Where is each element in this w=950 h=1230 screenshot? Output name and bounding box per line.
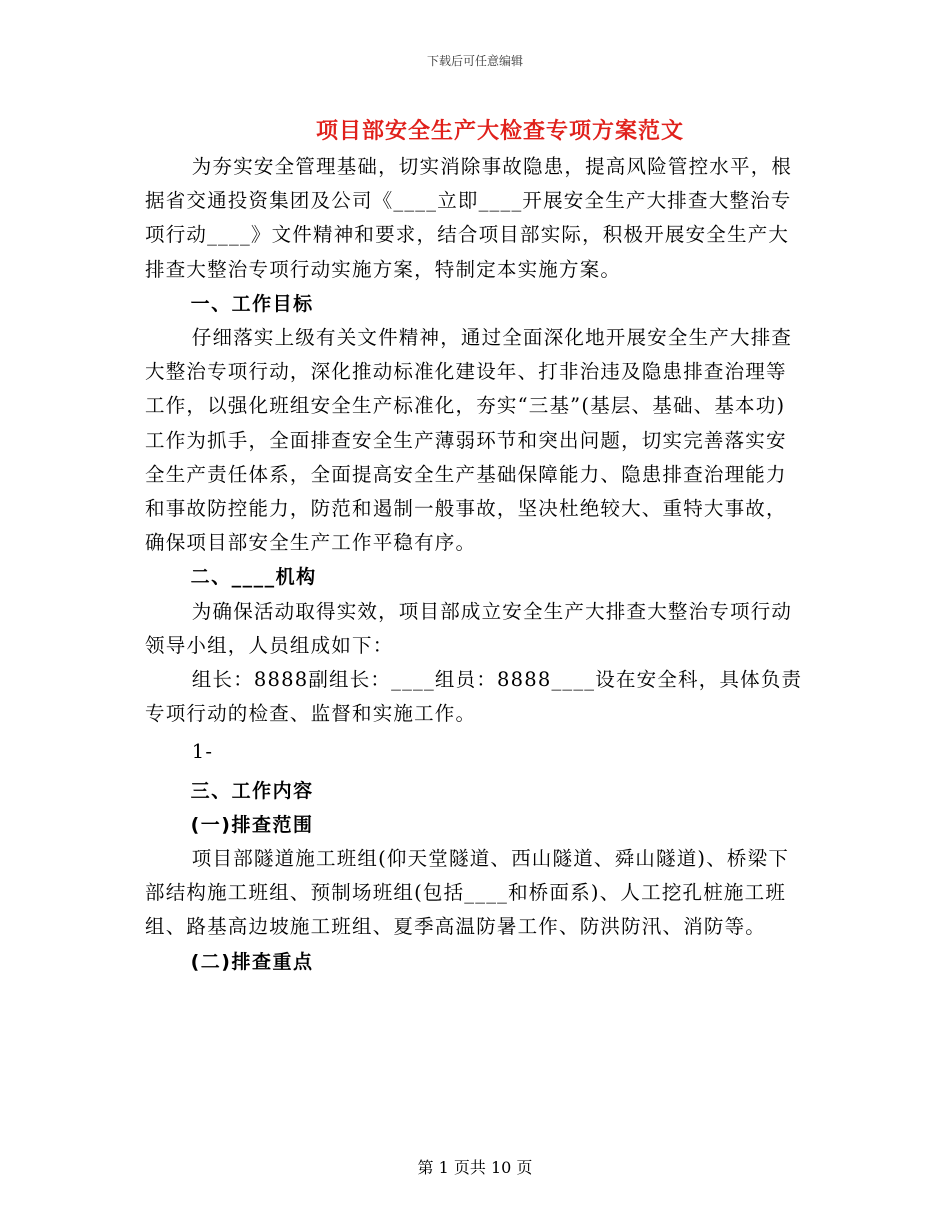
section-heading-content: 三、工作内容	[190, 779, 314, 802]
intro-paragraph: 为夯实安全管理基础，切实消除事故隐患，提高风险管控水平，根据省交通投资集团及公司《____立即____开展安全生产大排查大整治专项行动____》文件精神和要求，结合项目部实际，积极开展安全生产大排查大整治专项行动实施方案，特制定本实施方案。	[145, 155, 793, 281]
header-note: 下载后可任意编辑	[426, 54, 523, 68]
section-heading-goal: 一、工作目标	[190, 292, 314, 315]
section-heading-organization: 二、____机构	[190, 566, 317, 589]
page-marker: 1-	[191, 740, 214, 764]
goal-paragraph: 仔细落实上级有关文件精神，通过全面深化地开展安全生产大排查大整治专项行动，深化推动标准化建设年、打非治违及隐患排查治理等工作，以强化班组安全生产标准化，夯实“三基”(基层、基础、基本功)工作为抓手，全面排查安全生产薄弱环节和突出问题，切实完善落实安全生产责任体系，全面提高安全生产基础保障能力、隐患排查治理能力和事故防控能力，防范和遏制一般事故，坚决杜绝较大、重特大事故，确保项目部安全生产工作平稳有序。	[145, 326, 793, 555]
organization-paragraph: 为确保活动取得实效，项目部成立安全生产大排查大整治专项行动领导小组，人员组成如下：	[145, 599, 793, 657]
subsection-heading-focus: (二)排查重点	[190, 950, 314, 973]
document-body	[145, 150, 805, 979]
subsection-heading-scope: (一)排查范围	[190, 813, 314, 836]
scope-paragraph: 项目部隧道施工班组(仰天堂隧道、西山隧道、舜山隧道)、桥梁下部结构施工班组、预制场班组(包括____和桥面系)、人工挖孔桩施工班组、路基高边坡施工班组、夏季高温防暑工作、防洪防汛、消防等。	[145, 847, 790, 939]
document-title: 项目部安全生产大检查专项方案范文	[315, 118, 684, 144]
members-paragraph: 组长：8888副组长：____组员：8888____设在安全科，具体负责专项行动的检查、监督和实施工作。	[145, 668, 803, 726]
page-indicator: 第 1 页共 10 页	[417, 1158, 533, 1177]
